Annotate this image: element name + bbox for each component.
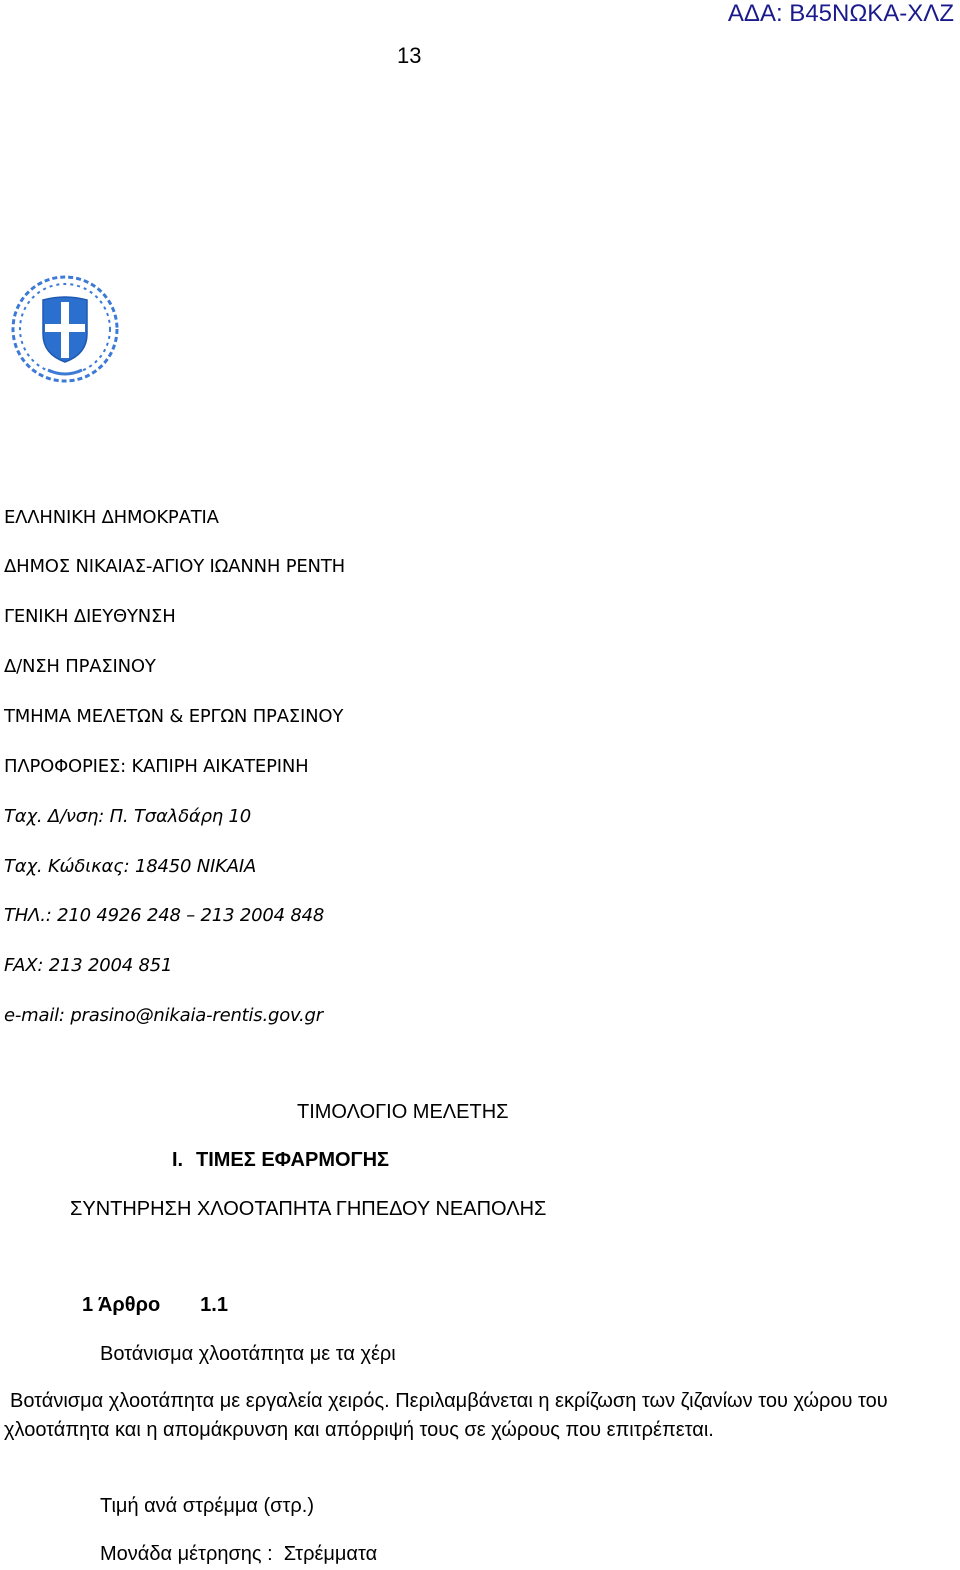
project-title: ΣΥΝΤΗΡΗΣΗ ΧΛΟΟΤΑΠΗΤΑ ΓΗΠΕΔΟΥ ΝΕΑΠΟΛΗΣ xyxy=(70,1198,547,1220)
sender-postal-code: Ταχ. Κώδικας: 18450 ΝΙΚΑΙΑ xyxy=(4,856,257,877)
section-number: I. xyxy=(172,1149,184,1171)
sender-email: e-mail: prasino@nikaia-rentis.gov.gr xyxy=(4,1005,323,1026)
ada-stamp: ΑΔΑ: Β45ΝΩΚΑ-ΧΛΖ xyxy=(727,0,954,27)
greek-coat-of-arms-icon xyxy=(8,272,122,386)
measurement-unit: Μονάδα μέτρησης : Στρέμματα xyxy=(100,1543,378,1565)
page-number: 13 xyxy=(397,43,422,68)
sender-line: ΠΛΡΟΦΟΡΙΕΣ: ΚΑΠΙΡΗ ΑΙΚΑΤΕΡΙΝΗ xyxy=(4,756,309,777)
price-unit: Τιμή ανά στρέμμα (στρ.) xyxy=(100,1495,315,1517)
section-heading xyxy=(172,1149,389,1172)
sender-line: ΓΕΝΙΚΗ ΔΙΕΥΘΥΝΣΗ xyxy=(4,606,176,627)
article-label: 1 Άρθρο xyxy=(82,1294,161,1316)
sender-line: ΕΛΛΗΝΙΚΗ ΔΗΜΟΚΡΑΤΙΑ xyxy=(4,507,219,528)
sender-line: ΔΗΜΟΣ ΝΙΚΑΙΑΣ-ΑΓΙΟΥ ΙΩΑΝΝΗ ΡΕΝΤΗ xyxy=(4,556,345,577)
article-title: Βοτάνισμα χλοοτάπητα με τα χέρι xyxy=(100,1343,396,1365)
sender-line: ΤΜΗΜΑ ΜΕΛΕΤΩΝ & ΕΡΓΩΝ ΠΡΑΣΙΝΟΥ xyxy=(4,706,344,727)
article-description: Βοτάνισμα χλοοτάπητα με εργαλεία χειρός. Περιλαμβάνεται η εκρίζωση των ζιζανίων του χώρου του χλοοτάπητα και η απομάκρυνση και απόρριψή τους σε χώρους που επιτρέπεται. xyxy=(4,1390,888,1441)
article-code: 1.1 xyxy=(200,1294,228,1316)
sender-phone: ΤΗΛ.: 210 4926 248 – 213 2004 848 xyxy=(4,905,325,926)
sender-fax: FAX: 213 2004 851 xyxy=(4,955,173,976)
document-title: ΤΙΜΟΛΟΓΙΟ ΜΕΛΕΤΗΣ xyxy=(297,1101,509,1123)
sender-line: Δ/ΝΣΗ ΠΡΑΣΙΝΟΥ xyxy=(4,656,156,677)
section-title: ΤΙΜΕΣ ΕΦΑΡΜΟΓΗΣ xyxy=(196,1149,390,1171)
article-heading xyxy=(82,1294,228,1317)
sender-address: Ταχ. Δ/νση: Π. Τσαλδάρη 10 xyxy=(4,806,252,827)
